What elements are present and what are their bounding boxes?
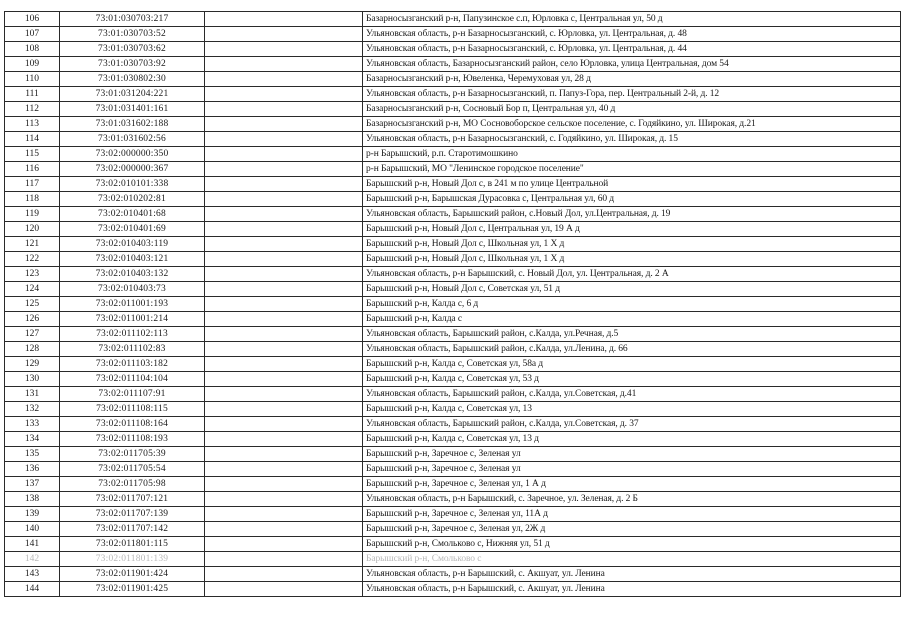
address-cell: Ульяновская область, р-н Барышский, с. Новый Дол, ул. Центральная, д. 2 А <box>363 267 901 282</box>
address-cell: Ульяновская область, Барышский район, с.Калда, ул.Речная, д.5 <box>363 327 901 342</box>
cadastral-number-cell: 73:02:011901:424 <box>60 567 205 582</box>
address-cell: Барышский р-н, Заречное с, Зеленая ул, 2Ж д <box>363 522 901 537</box>
address-cell: Ульяновская область, р-н Базарносызганский, с. Юрловка, ул. Центральная, д. 44 <box>363 42 901 57</box>
address-cell: Базарносызганский р-н, Папузинское с.п, Юрловка с, Центральная ул, 50 д <box>363 12 901 27</box>
table-row <box>5 552 901 567</box>
table-row <box>5 372 901 387</box>
cadastral-number-cell: 73:02:010401:69 <box>60 222 205 237</box>
empty-cell <box>205 162 363 177</box>
address-cell: Базарносызганский р-н, Ювеленка, Черемуховая ул, 28 д <box>363 72 901 87</box>
row-number-cell: 127 <box>5 327 60 342</box>
address-cell: р-н Барышский, МО "Ленинское городское поселение" <box>363 162 901 177</box>
empty-cell <box>205 57 363 72</box>
row-number-cell: 108 <box>5 42 60 57</box>
address-cell: Барышский р-н, Смольково с, Нижняя ул, 51 д <box>363 537 901 552</box>
parcel-table <box>4 11 901 597</box>
empty-cell <box>205 252 363 267</box>
empty-cell <box>205 297 363 312</box>
row-number-cell: 107 <box>5 27 60 42</box>
empty-cell <box>205 417 363 432</box>
address-cell: Барышский р-н, Калда с <box>363 312 901 327</box>
row-number-cell: 111 <box>5 87 60 102</box>
cadastral-number-cell: 73:01:031401:161 <box>60 102 205 117</box>
address-cell: Барышский р-н, Заречное с, Зеленая ул <box>363 462 901 477</box>
empty-cell <box>205 522 363 537</box>
cadastral-number-cell: 73:02:011707:139 <box>60 507 205 522</box>
empty-cell <box>205 87 363 102</box>
empty-cell <box>205 267 363 282</box>
empty-cell <box>205 222 363 237</box>
empty-cell <box>205 282 363 297</box>
table-row <box>5 282 901 297</box>
cadastral-number-cell: 73:02:010202:81 <box>60 192 205 207</box>
table-row <box>5 57 901 72</box>
cadastral-number-cell: 73:02:011901:425 <box>60 582 205 597</box>
address-cell: Барышский р-н, Смольково с <box>363 552 901 567</box>
cadastral-number-cell: 73:01:031602:56 <box>60 132 205 147</box>
address-cell: Ульяновская область, Барышский район, с.Калда, ул.Советская, д. 37 <box>363 417 901 432</box>
address-cell: Барышский р-н, Заречное с, Зеленая ул, 11А д <box>363 507 901 522</box>
address-cell: Ульяновская область, р-н Базарносызганский, с. Годяйкино, ул. Широкая, д. 15 <box>363 132 901 147</box>
row-number-cell: 137 <box>5 477 60 492</box>
row-number-cell: 125 <box>5 297 60 312</box>
row-number-cell: 106 <box>5 12 60 27</box>
address-cell: Барышский р-н, Новый Дол с, Центральная ул, 19 А д <box>363 222 901 237</box>
row-number-cell: 144 <box>5 582 60 597</box>
cadastral-number-cell: 73:02:011705:39 <box>60 447 205 462</box>
cadastral-number-cell: 73:01:030703:92 <box>60 57 205 72</box>
row-number-cell: 112 <box>5 102 60 117</box>
cadastral-number-cell: 73:02:011102:83 <box>60 342 205 357</box>
empty-cell <box>205 117 363 132</box>
empty-cell <box>205 42 363 57</box>
table-row <box>5 27 901 42</box>
address-cell: Ульяновская область, р-н Базарносызганский, п. Папуз-Гора, пер. Центральный 2-й, д. 12 <box>363 87 901 102</box>
cadastral-number-cell: 73:02:011104:104 <box>60 372 205 387</box>
table-row <box>5 12 901 27</box>
empty-cell <box>205 192 363 207</box>
row-number-cell: 120 <box>5 222 60 237</box>
table-row <box>5 417 901 432</box>
empty-cell <box>205 462 363 477</box>
table-row <box>5 87 901 102</box>
empty-cell <box>205 432 363 447</box>
empty-cell <box>205 357 363 372</box>
row-number-cell: 140 <box>5 522 60 537</box>
row-number-cell: 117 <box>5 177 60 192</box>
cadastral-number-cell: 73:02:011103:182 <box>60 357 205 372</box>
address-cell: Барышский р-н, Калда с, Советская ул, 58а д <box>363 357 901 372</box>
row-number-cell: 118 <box>5 192 60 207</box>
cadastral-number-cell: 73:02:011001:193 <box>60 297 205 312</box>
row-number-cell: 110 <box>5 72 60 87</box>
table-row <box>5 42 901 57</box>
table-row <box>5 177 901 192</box>
cadastral-number-cell: 73:01:030802:30 <box>60 72 205 87</box>
row-number-cell: 142 <box>5 552 60 567</box>
row-number-cell: 132 <box>5 402 60 417</box>
empty-cell <box>205 507 363 522</box>
row-number-cell: 124 <box>5 282 60 297</box>
table-row <box>5 72 901 87</box>
table-row <box>5 402 901 417</box>
row-number-cell: 129 <box>5 357 60 372</box>
row-number-cell: 141 <box>5 537 60 552</box>
cadastral-number-cell: 73:02:011705:54 <box>60 462 205 477</box>
address-cell: Ульяновская область, р-н Барышский, с. Акшуат, ул. Ленина <box>363 582 901 597</box>
empty-cell <box>205 387 363 402</box>
row-number-cell: 131 <box>5 387 60 402</box>
cadastral-number-cell: 73:02:010403:119 <box>60 237 205 252</box>
table-row <box>5 582 901 597</box>
row-number-cell: 121 <box>5 237 60 252</box>
table-row <box>5 147 901 162</box>
cadastral-number-cell: 73:02:011001:214 <box>60 312 205 327</box>
table-row <box>5 492 901 507</box>
address-cell: Барышский р-н, Заречное с, Зеленая ул <box>363 447 901 462</box>
address-cell: Ульяновская область, р-н Барышский, с. Акшуат, ул. Ленина <box>363 567 901 582</box>
table-row <box>5 537 901 552</box>
row-number-cell: 136 <box>5 462 60 477</box>
cadastral-number-cell: 73:02:011108:193 <box>60 432 205 447</box>
table-row <box>5 447 901 462</box>
table-row <box>5 207 901 222</box>
table-row <box>5 342 901 357</box>
table-row <box>5 102 901 117</box>
cadastral-number-cell: 73:02:010401:68 <box>60 207 205 222</box>
cadastral-number-cell: 73:02:011707:142 <box>60 522 205 537</box>
address-cell: р-н Барышский, р.п. Старотимошкино <box>363 147 901 162</box>
address-cell: Ульяновская область, р-н Базарносызганский, с. Юрловка, ул. Центральная, д. 48 <box>363 27 901 42</box>
table-row <box>5 477 901 492</box>
row-number-cell: 143 <box>5 567 60 582</box>
row-number-cell: 133 <box>5 417 60 432</box>
table-row <box>5 117 901 132</box>
empty-cell <box>205 312 363 327</box>
table-row <box>5 222 901 237</box>
cadastral-number-cell: 73:02:000000:350 <box>60 147 205 162</box>
row-number-cell: 123 <box>5 267 60 282</box>
empty-cell <box>205 567 363 582</box>
table-row <box>5 132 901 147</box>
cadastral-number-cell: 73:02:011108:115 <box>60 402 205 417</box>
registry-sheet <box>4 11 900 597</box>
table-row <box>5 237 901 252</box>
row-number-cell: 116 <box>5 162 60 177</box>
table-row <box>5 252 901 267</box>
address-cell: Ульяновская область, Барышский район, с.Калда, ул.Советская, д.41 <box>363 387 901 402</box>
table-row <box>5 522 901 537</box>
row-number-cell: 109 <box>5 57 60 72</box>
cadastral-number-cell: 73:02:010403:132 <box>60 267 205 282</box>
row-number-cell: 115 <box>5 147 60 162</box>
empty-cell <box>205 132 363 147</box>
empty-cell <box>205 537 363 552</box>
cadastral-number-cell: 73:02:011107:91 <box>60 387 205 402</box>
empty-cell <box>205 102 363 117</box>
address-cell: Барышский р-н, Барышская Дурасовка с, Центральная ул, 60 д <box>363 192 901 207</box>
empty-cell <box>205 177 363 192</box>
cadastral-number-cell: 73:01:030703:217 <box>60 12 205 27</box>
parcel-table-body <box>5 12 901 597</box>
address-cell: Барышский р-н, Калда с, Советская ул, 13 д <box>363 432 901 447</box>
table-row <box>5 312 901 327</box>
table-row <box>5 357 901 372</box>
cadastral-number-cell: 73:01:031602:188 <box>60 117 205 132</box>
table-row <box>5 267 901 282</box>
row-number-cell: 130 <box>5 372 60 387</box>
cadastral-number-cell: 73:02:011705:98 <box>60 477 205 492</box>
table-row <box>5 327 901 342</box>
address-cell: Ульяновская область, Барышский район, с.Новый Дол, ул.Центральная, д. 19 <box>363 207 901 222</box>
table-row <box>5 567 901 582</box>
table-row <box>5 192 901 207</box>
row-number-cell: 126 <box>5 312 60 327</box>
empty-cell <box>205 447 363 462</box>
cadastral-number-cell: 73:02:010403:121 <box>60 252 205 267</box>
address-cell: Барышский р-н, Калда с, Советская ул, 53 д <box>363 372 901 387</box>
cadastral-number-cell: 73:02:000000:367 <box>60 162 205 177</box>
row-number-cell: 114 <box>5 132 60 147</box>
table-row <box>5 297 901 312</box>
row-number-cell: 122 <box>5 252 60 267</box>
cadastral-number-cell: 73:02:011801:139 <box>60 552 205 567</box>
address-cell: Базарносызганский р-н, МО Сосновоборское сельское поселение, с. Годяйкино, ул. Широкая, д.21 <box>363 117 901 132</box>
empty-cell <box>205 327 363 342</box>
row-number-cell: 119 <box>5 207 60 222</box>
cadastral-number-cell: 73:01:030703:52 <box>60 27 205 42</box>
empty-cell <box>205 147 363 162</box>
address-cell: Барышский р-н, Новый Дол с, Школьная ул, 1 Х д <box>363 252 901 267</box>
empty-cell <box>205 12 363 27</box>
cadastral-number-cell: 73:02:010101:338 <box>60 177 205 192</box>
address-cell: Барышский р-н, Калда с, 6 д <box>363 297 901 312</box>
address-cell: Барышский р-н, Новый Дол с, Школьная ул, 1 Х д <box>363 237 901 252</box>
table-row <box>5 462 901 477</box>
cadastral-number-cell: 73:02:011801:115 <box>60 537 205 552</box>
cadastral-number-cell: 73:02:011108:164 <box>60 417 205 432</box>
row-number-cell: 135 <box>5 447 60 462</box>
address-cell: Ульяновская область, Барышский район, с.Калда, ул.Ленина, д. 66 <box>363 342 901 357</box>
empty-cell <box>205 27 363 42</box>
row-number-cell: 113 <box>5 117 60 132</box>
empty-cell <box>205 552 363 567</box>
address-cell: Барышский р-н, Новый Дол с, Советская ул, 51 д <box>363 282 901 297</box>
empty-cell <box>205 582 363 597</box>
row-number-cell: 138 <box>5 492 60 507</box>
address-cell: Барышский р-н, Калда с, Советская ул, 13 <box>363 402 901 417</box>
empty-cell <box>205 372 363 387</box>
address-cell: Барышский р-н, Новый Дол с, в 241 м по улице Центральной <box>363 177 901 192</box>
cadastral-number-cell: 73:02:011707:121 <box>60 492 205 507</box>
empty-cell <box>205 237 363 252</box>
row-number-cell: 134 <box>5 432 60 447</box>
empty-cell <box>205 207 363 222</box>
empty-cell <box>205 477 363 492</box>
empty-cell <box>205 492 363 507</box>
row-number-cell: 128 <box>5 342 60 357</box>
empty-cell <box>205 402 363 417</box>
address-cell: Ульяновская область, р-н Барышский, с. Заречное, ул. Зеленая, д. 2 Б <box>363 492 901 507</box>
empty-cell <box>205 342 363 357</box>
table-row <box>5 162 901 177</box>
address-cell: Барышский р-н, Заречное с, Зеленая ул, 1 А д <box>363 477 901 492</box>
table-row <box>5 432 901 447</box>
empty-cell <box>205 72 363 87</box>
table-row <box>5 387 901 402</box>
cadastral-number-cell: 73:01:030703:62 <box>60 42 205 57</box>
address-cell: Ульяновская область, Базарносызганский район, село Юрловка, улица Центральная, дом 54 <box>363 57 901 72</box>
table-row <box>5 507 901 522</box>
address-cell: Базарносызганский р-н, Сосновый Бор п, Центральная ул, 40 д <box>363 102 901 117</box>
cadastral-number-cell: 73:01:031204:221 <box>60 87 205 102</box>
cadastral-number-cell: 73:02:010403:73 <box>60 282 205 297</box>
row-number-cell: 139 <box>5 507 60 522</box>
cadastral-number-cell: 73:02:011102:113 <box>60 327 205 342</box>
